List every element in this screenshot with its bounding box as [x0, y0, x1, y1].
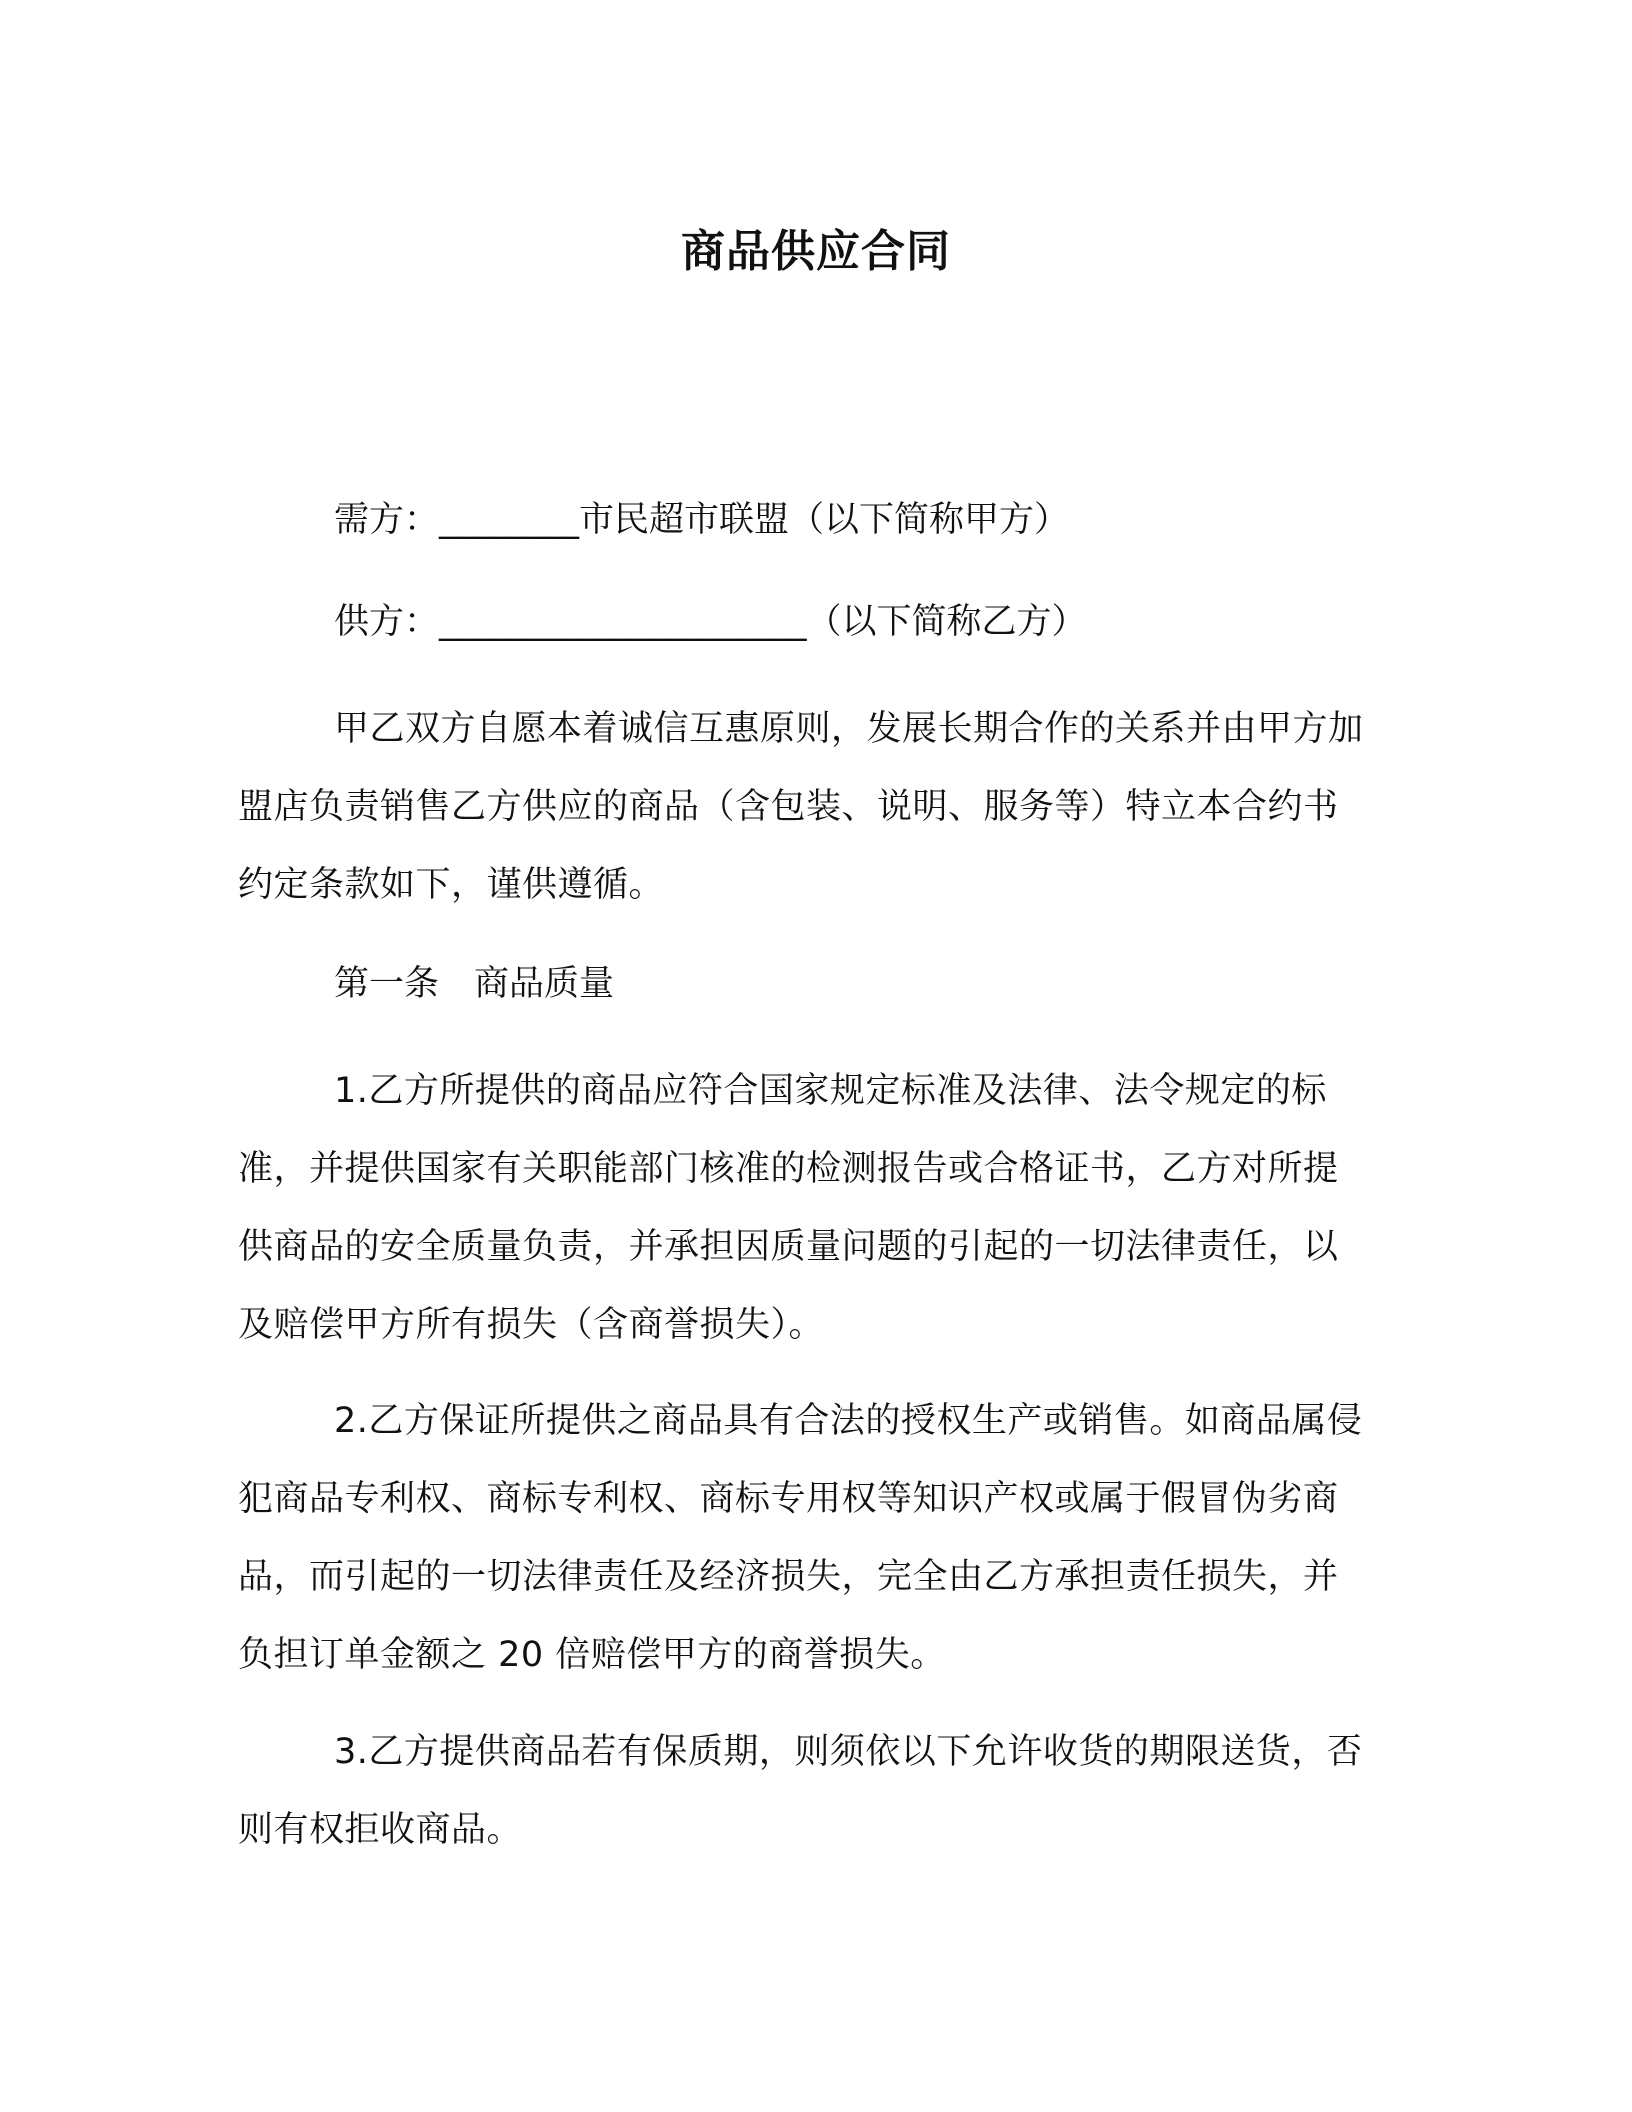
demand-party-line: 需方：________市民超市联盟（以下简称甲方）: [334, 500, 1070, 540]
supply-party-line: 供方：_____________________（以下简称乙方）: [334, 602, 1087, 642]
preamble-paragraph: 甲乙双方自愿本着诚信互惠原则，发展长期合作的关系并由甲方加盟店负责销售乙方供应的商品（含包装、说明、服务等）特立本合约书约定条款如下，谨供遵循。: [238, 709, 1364, 905]
clause-2-paragraph: 2.乙方保证所提供之商品具有合法的授权生产或销售。如商品属侵犯商品专利权、商标专利权、商标专用权等知识产权或属于假冒伪劣商品，而引起的一切法律责任及经济损失，完全由乙方承担责任损失，并负担订单金额之 20 倍赔偿甲方的商誉损失。: [238, 1401, 1363, 1675]
document-title: 商品供应合同: [681, 226, 951, 277]
clause-1-paragraph: 1.乙方所提供的商品应符合国家规定标准及法律、法令规定的标准，并提供国家有关职能部门核准的检测报告或合格证书，乙方对所提供商品的安全质量负责，并承担因质量问题的引起的一切法律责任，以及赔偿甲方所有损失（含商誉损失）。: [238, 1071, 1339, 1345]
article-1-heading: 第一条 商品质量: [334, 964, 615, 1004]
clause-3-paragraph: 3.乙方提供商品若有保质期，则须依以下允许收货的期限送货，否则有权拒收商品。: [238, 1732, 1363, 1850]
